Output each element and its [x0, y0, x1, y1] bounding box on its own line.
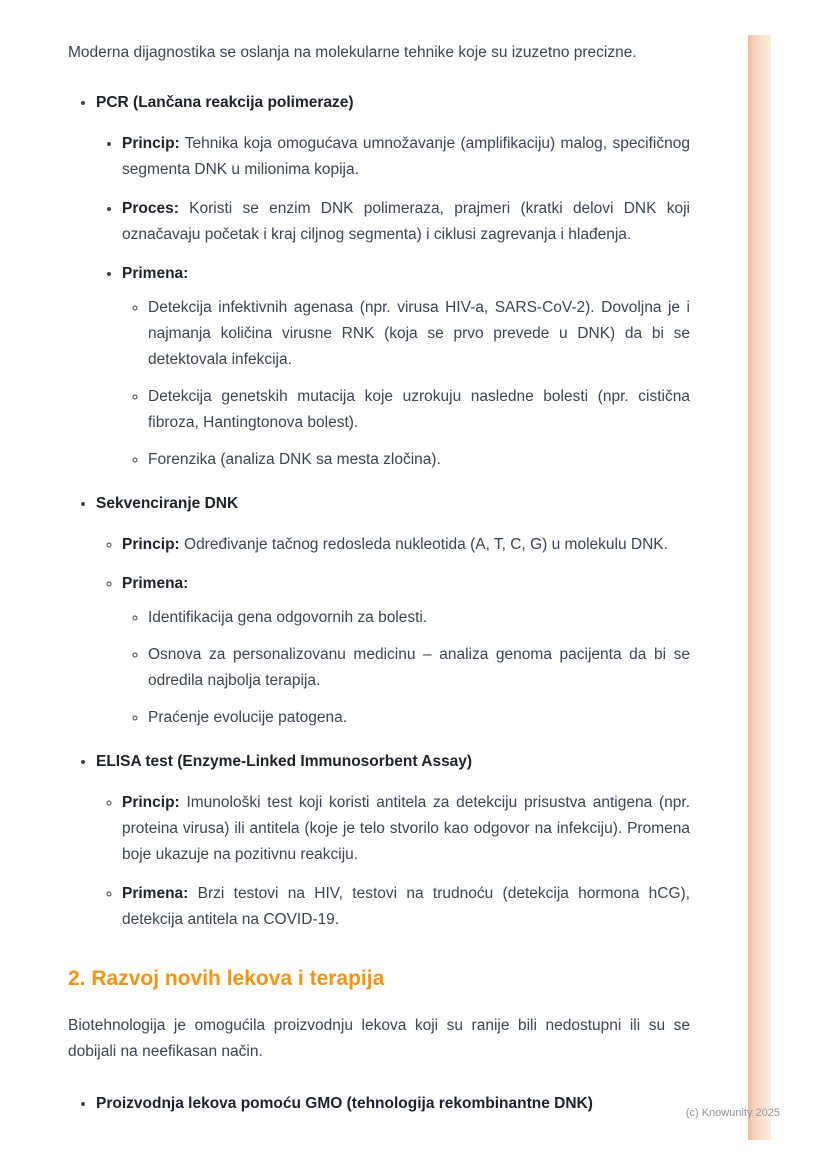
gmo-title: Proizvodnja lekova pomoću GMO (tehnologija rekombinantne DNK): [96, 1095, 593, 1112]
list-item-pcr: [96, 90, 690, 473]
elisa-sublist: [96, 790, 690, 933]
item-text: Brzi testovi na HIV, testovi na trudnoću (detekcija hormona hCG), detekcija antitela na COVID-19.: [122, 885, 690, 928]
list-item: ◦ Detekcija infektivnih agenasa (npr. virusa HIV-a, SARS-CoV-2). Dovoljna je i najmanja količina virusne RNK (koja se prvo prevede u DNK) da bi se detektovala infekcija.: [148, 295, 690, 373]
item-label: Princip:: [122, 135, 180, 152]
item-text: Određivanje tačnog redosleda nukleotida (A, T, C, G) u molekulu DNK.: [179, 536, 668, 553]
item-label: Princip:: [122, 536, 180, 553]
sekvenciranje-title: Sekvenciranje DNK: [96, 495, 239, 512]
gmo-list: [68, 1091, 690, 1117]
list-item-elisa-princip: [122, 790, 690, 868]
item-label: Proces:: [122, 200, 179, 217]
list-item: ◦ Identifikacija gena odgovornih za bolesti.: [148, 605, 690, 631]
sekvenciranje-primena-list: [122, 605, 690, 731]
list-item-sekvenciranje: [96, 491, 690, 731]
topic-list: [68, 90, 690, 933]
list-item-elisa: [96, 749, 690, 933]
elisa-title: ELISA test (Enzyme-Linked Immunosorbent Assay): [96, 753, 473, 770]
item-label: Primena:: [122, 885, 189, 902]
sekvenciranje-sublist: [96, 532, 690, 731]
pcr-sublist: [96, 131, 690, 473]
list-item: ◦ Detekcija genetskih mutacija koje uzrokuju nasledne bolesti (npr. cistična fibroza, Hantingtonova bolest).: [148, 384, 690, 436]
list-item: ◦ Praćenje evolucije patogena.: [148, 705, 690, 731]
list-item-pcr-princip: [122, 131, 690, 183]
section-paragraph: Biotehnologija je omogućila proizvodnju lekova koji su ranije bili nedostupni ili su se dobijali na neefikasan način.: [68, 1017, 690, 1060]
item-text: Koristi se enzim DNK polimeraza, prajmeri (kratki delovi DNK koji označavaju početak i kraj ciljnog segmenta) i ciklusi zagrevanja i hlađenja.: [122, 200, 690, 243]
list-item-sek-primena: [122, 571, 690, 731]
item-label: Princip:: [122, 794, 180, 811]
document-page: [68, 40, 690, 1117]
list-item-pcr-primena: [122, 261, 690, 473]
item-text: Tehnika koja omogućava umnožavanje (amplifikaciju) malog, specifičnog segmenta DNK u milionima kopija.: [122, 135, 690, 178]
list-item-elisa-primena: [122, 881, 690, 933]
item-label: Primena:: [122, 575, 189, 592]
copyright-footer: (c) Knowunity 2025: [685, 1107, 780, 1119]
page-edge-decoration: [748, 35, 771, 1140]
intro-paragraph: Moderna dijagnostika se oslanja na molekularne tehnike koje su izuzetno precizne.: [68, 44, 637, 61]
list-item: ◦ Forenzika (analiza DNK sa mesta zločina).: [148, 447, 690, 473]
list-item-pcr-proces: [122, 196, 690, 248]
list-item-sek-princip: [122, 532, 690, 558]
list-item: ◦ Osnova za personalizovanu medicinu – analiza genoma pacijenta da bi se odredila najbolja terapija.: [148, 642, 690, 694]
section-heading: 2. Razvoj novih lekova i terapija: [68, 967, 385, 990]
item-text: Imunološki test koji koristi antitela za detekciju prisustva antigena (npr. proteina virusa) ili antitela (koje je telo stvorilo kao odgovor na infekciju). Promena boje ukazuje na pozitivnu reakciju.: [122, 794, 690, 863]
pcr-title: PCR (Lančana reakcija polimeraze): [96, 94, 354, 111]
item-label: Primena:: [122, 265, 189, 282]
pcr-primena-list: [122, 295, 690, 473]
list-item-gmo: [96, 1091, 690, 1117]
